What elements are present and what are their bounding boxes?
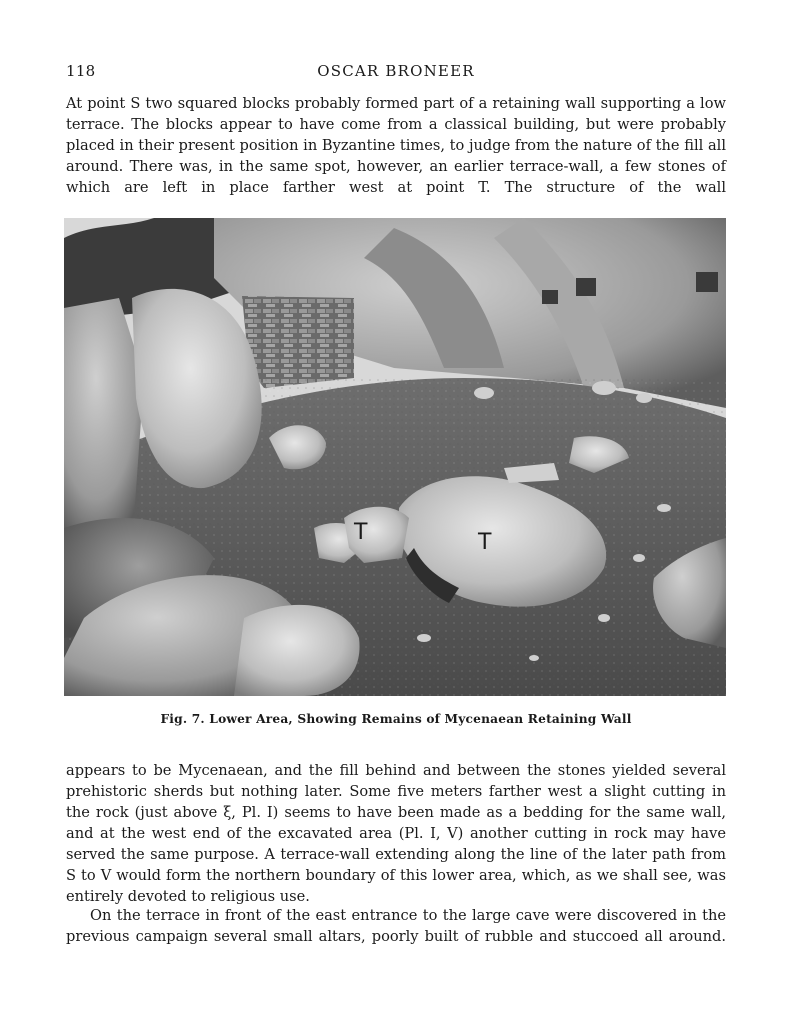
page-number: 118 [66, 62, 96, 80]
paragraph-1: At point S two squared blocks probably formed part of a retaining wall supporting a low terrace. The blocks appear to have come from a classical building, but were probably placed in their present position in Byzantine times, to judge from the nature of the fill all around. There was, in the same spot, however, an earlier terrace-wall, a few stones of which are left in place farther west at point T. The structure of the wall [66, 95, 726, 196]
figure-label-t-left: T [354, 520, 368, 545]
photo-illustration [64, 218, 726, 696]
figure-photograph [64, 218, 726, 696]
figure-label-t-right: T [478, 530, 492, 555]
paragraph-3: On the terrace in front of the east entrance to the large cave were discovered in the previous campaign several small altars, poorly built of rubble and stuccoed all around. [66, 907, 726, 945]
figure-caption: Fig. 7. Lower Area, Showing Remains of Mycenaean Retaining Wall [160, 712, 632, 726]
paragraph-2: appears to be Mycenaean, and the fill behind and between the stones yielded several prehistoric sherds but nothing later. Some five meters farther west a slight cutting in the rock (just above ξ, Pl. I) seems to have been made as a bedding for the same wall, and at the west end of the excavated area (Pl. I, V) another cutting in rock may have served the same purpose. A terrace-wall extending along the line of the later path from S to V would form the northern boundary of this lower area, which, as we shall see, was entirely devoted to religious use. [66, 762, 726, 905]
running-head: OSCAR BRONEER [317, 62, 475, 80]
